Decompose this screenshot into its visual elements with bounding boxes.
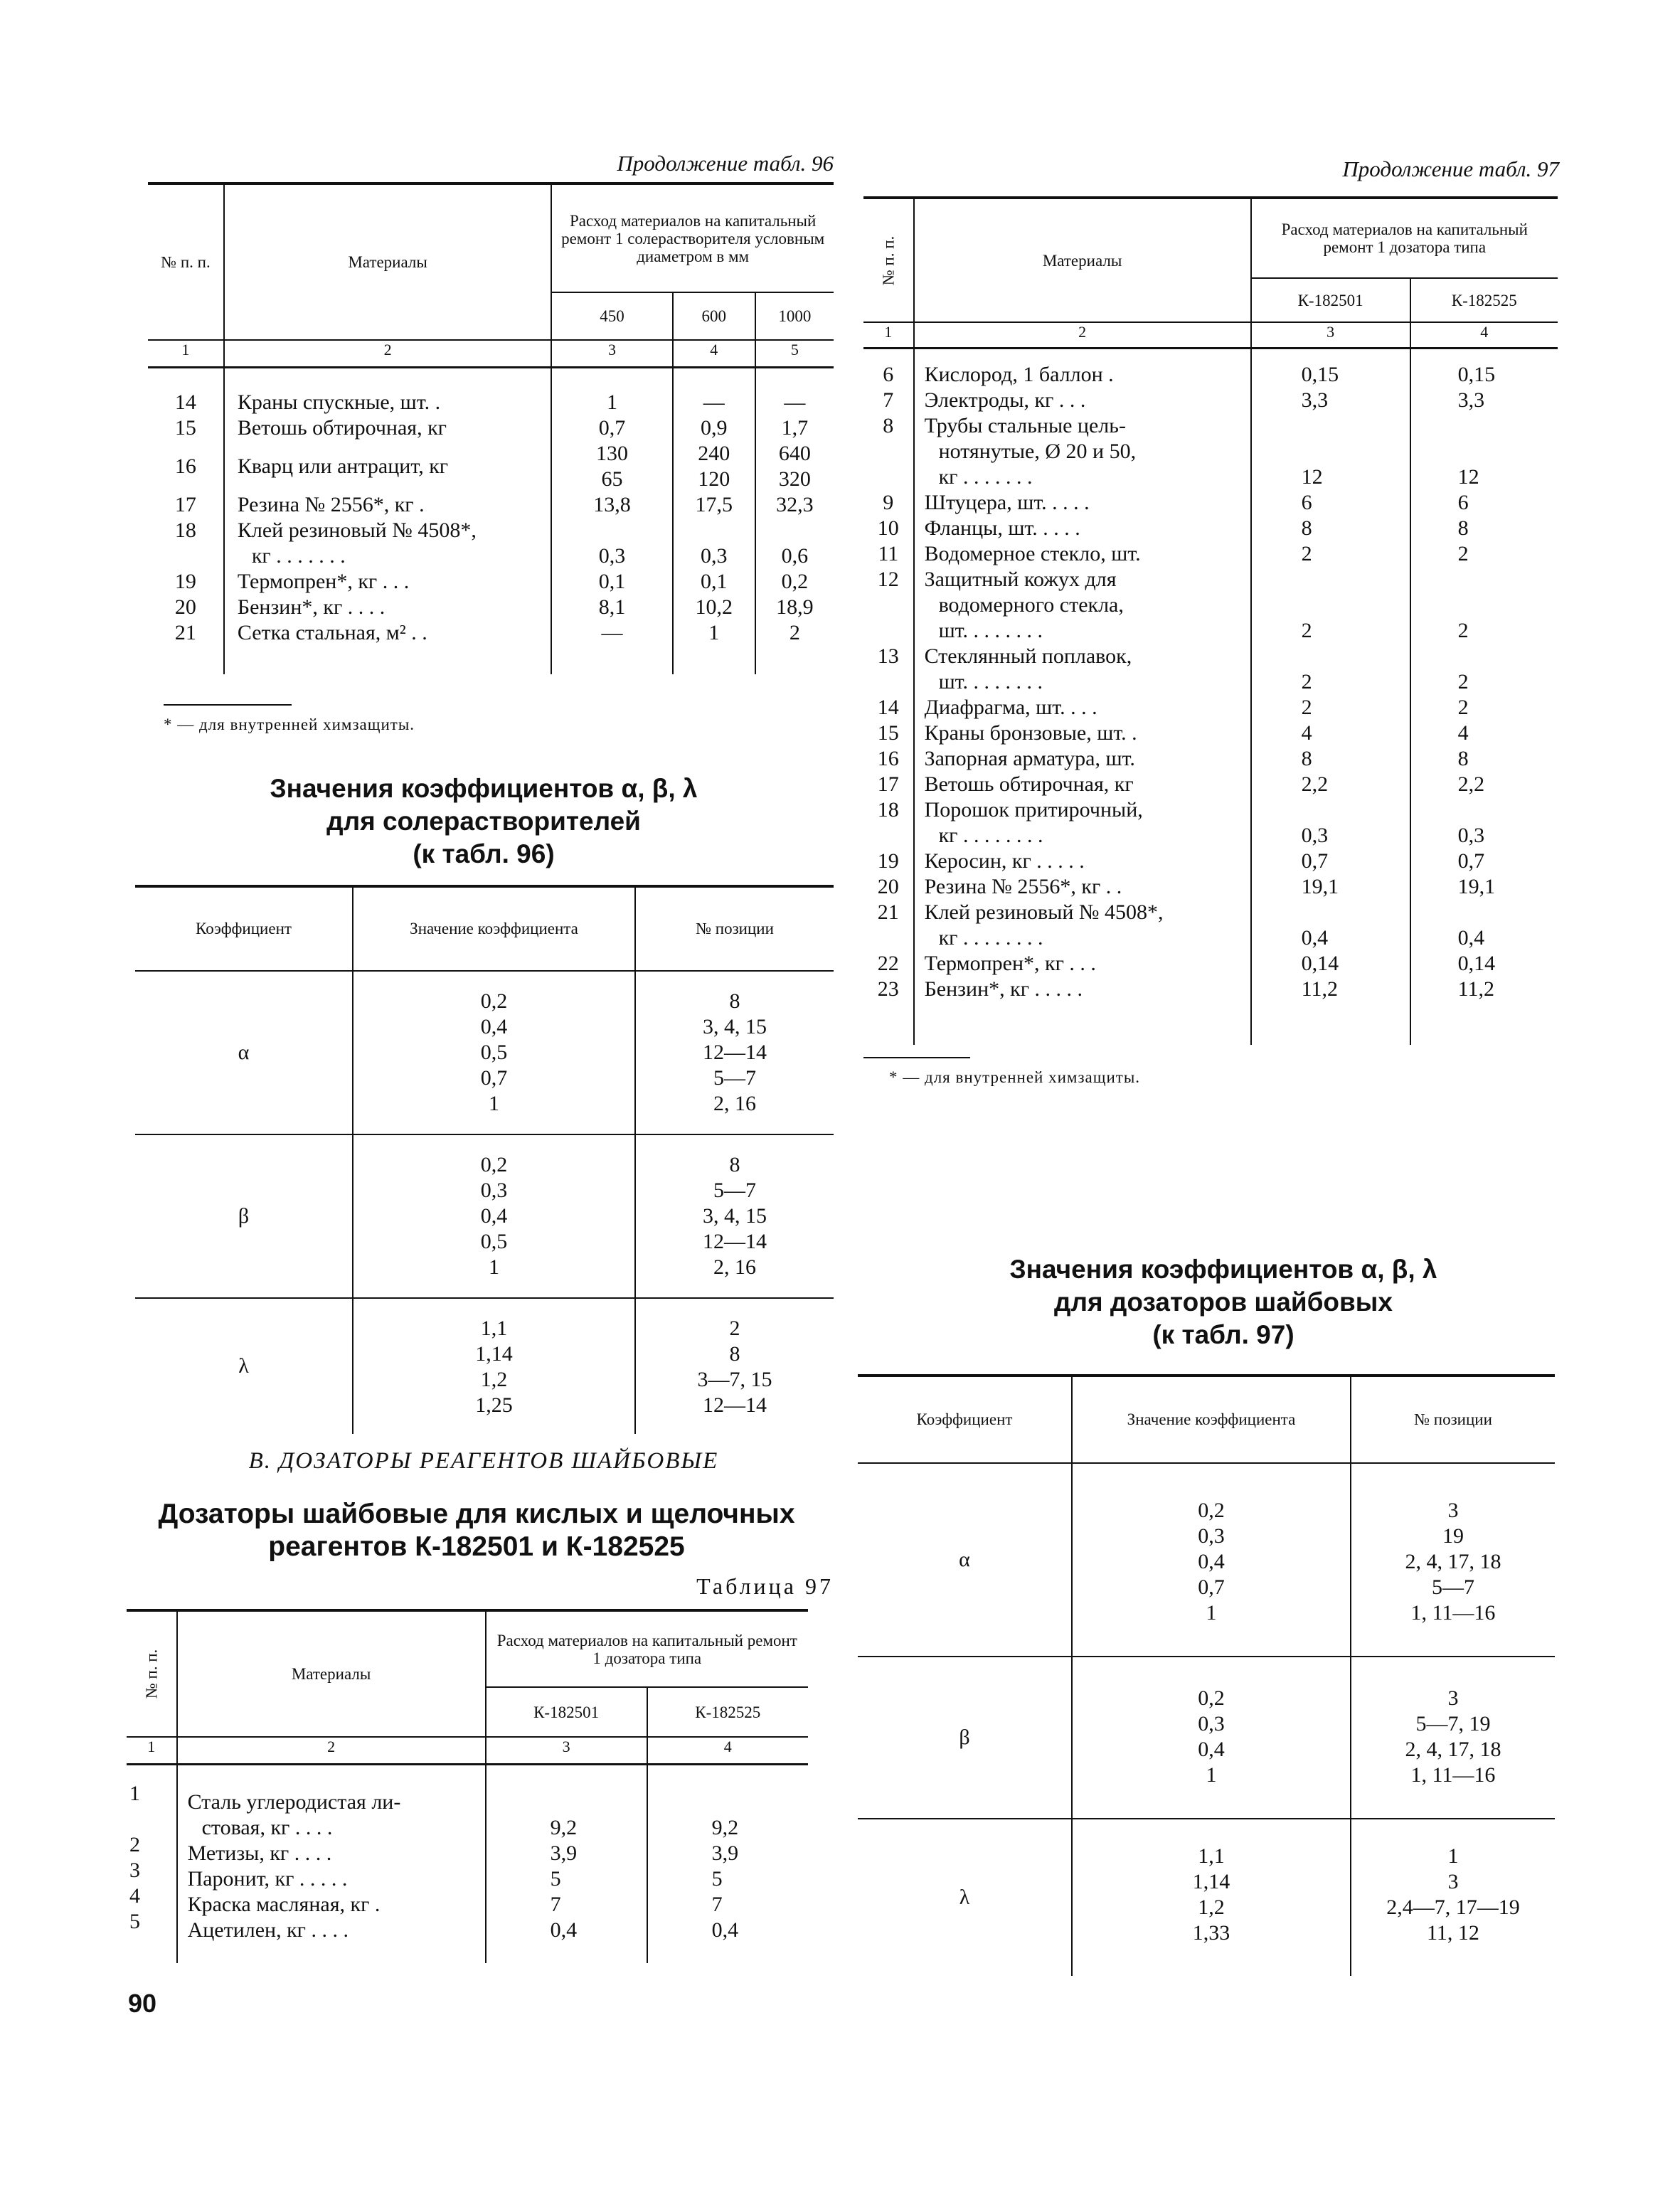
footnote-rule [164, 704, 292, 706]
t97c-header-k1: К-182501 [1251, 278, 1410, 322]
t97-header-materials: Материалы [177, 1610, 486, 1737]
coef96-beta-positions: 8 5—7 3, 4, 15 12—14 2, 16 [635, 1134, 834, 1298]
coef96-lambda-symbol: λ [238, 1354, 249, 1378]
coef96-beta-values: 0,2 0,3 0,4 0,5 1 [353, 1134, 635, 1298]
table-97-continued [863, 196, 1558, 1045]
t97-header-k1: К-182501 [486, 1687, 647, 1737]
t97c-col-index: 3 [1251, 322, 1410, 348]
t97c-col-index: 4 [1410, 322, 1558, 348]
t97c-header-k2: К-182525 [1410, 278, 1558, 322]
coef96-header-coef: Коэффициент [135, 886, 353, 971]
t97-col-index: 2 [177, 1737, 486, 1764]
table-97-title: Дозаторы шайбовые для кислых и щелочных реагентов К-182501 и К-182525 [158, 1499, 795, 1562]
coef96-alpha-positions: 8 3, 4, 15 12—14 5—7 2, 16 [635, 971, 834, 1134]
coef97-lambda-positions: 1 3 2,4—7, 17—19 11, 12 [1351, 1819, 1555, 1976]
t96-header-num: № п. п. [148, 184, 224, 340]
t96-header-d450: 450 [551, 292, 672, 340]
t96-header-d1000: 1000 [755, 292, 834, 340]
t97c-header-rate: Расход материалов на капитальный ремонт 1 дозатора типа [1251, 198, 1558, 278]
coef97-header-value: Значение коэффициента [1072, 1376, 1351, 1463]
coef97-title: Значения коэффициентов α, β, λ для дозаторов шайбовых (к табл. 97) [1009, 1255, 1437, 1349]
t96-header-rate: Расход материалов на капитальный ремонт 1 солерастворителя условным диаметром в мм [551, 184, 834, 292]
t96-footnote: * — для внутренней химзащиты. [164, 716, 415, 733]
table-96 [148, 182, 834, 674]
t97-header-k2: К-182525 [647, 1687, 808, 1737]
t97c-col-index: 2 [914, 322, 1251, 348]
coef96-header-value: Значение коэффициента [353, 886, 635, 971]
t96-col-index: 1 [148, 340, 224, 367]
t96-header-d600: 600 [673, 292, 755, 340]
t96-d1000-column: — 1,7 640 320 32,3 0,6 0,2 18,9 2 [755, 367, 834, 674]
t96-col-index: 2 [224, 340, 551, 367]
table-97-label: Таблица 97 [696, 1573, 834, 1599]
t97c-footnote: * — для внутренней химзащиты. [889, 1068, 1141, 1086]
t97c-col-index: 1 [863, 322, 914, 348]
coef97-beta-values: 0,2 0,3 0,4 1 [1072, 1657, 1351, 1819]
t97-col-index: 1 [127, 1737, 177, 1764]
t97c-k1-column: 0,15 3,3 12 6 8 2 2 2 2 4 8 2,2 0,3 0,7 19,1 0,4 0,14 11,2 [1251, 348, 1410, 1045]
t96-d600-column: — 0,9 240 120 17,5 0,3 0,1 10,2 1 [673, 367, 755, 674]
coef97-beta-symbol: β [858, 1657, 1072, 1819]
t97-header-rate: Расход материалов на капитальный ремонт 1 дозатора типа [486, 1610, 808, 1687]
t97c-header-materials: Материалы [914, 198, 1251, 322]
table-97-continuation-caption: Продолжение табл. 97 [1342, 156, 1559, 181]
footnote-rule [863, 1057, 970, 1058]
coef97-alpha-symbol: α [858, 1463, 1072, 1657]
coef96-alpha-symbol: α [135, 971, 353, 1134]
coef97-header-pos: № позиции [1351, 1376, 1555, 1463]
coef97-alpha-values: 0,2 0,3 0,4 0,7 1 [1072, 1463, 1351, 1657]
coef97-header-coef: Коэффициент [858, 1376, 1072, 1463]
t97-k1-column: 9,2 3,9 5 7 0,4 [486, 1764, 647, 1963]
t96-materials-column: Краны спускные, шт. . Ветошь обтирочная, кг Кварц или антрацит, кг Резина № 2556*, кг . Клей резиновый № 4508*, кг . . . . . . . Термопрен*, кг . . . Бензин*, кг . . . . Сетка стальная, м² . . [224, 367, 551, 674]
t96-d450-column: 1 0,7 130 65 13,8 0,3 0,1 8,1 — [551, 367, 672, 674]
coef96-header-pos: № позиции [635, 886, 834, 971]
t97-k2-column: 9,2 3,9 5 7 0,4 [647, 1764, 808, 1963]
coef97-alpha-positions: 3 19 2, 4, 17, 18 5—7 1, 11—16 [1351, 1463, 1555, 1657]
table-97 [127, 1609, 808, 1963]
t97-num-column: 1 2 3 4 5 [129, 1781, 140, 1933]
coef96-beta-symbol: β [135, 1134, 353, 1298]
table-96-continuation-caption: Продолжение табл. 96 [617, 151, 834, 176]
t97-col-index: 4 [647, 1737, 808, 1764]
coef97-beta-positions: 3 5—7, 19 2, 4, 17, 18 1, 11—16 [1351, 1657, 1555, 1819]
t96-col-index: 3 [551, 340, 672, 367]
t96-col-index: 5 [755, 340, 834, 367]
t97-col-index: 3 [486, 1737, 647, 1764]
t97c-k2-column: 0,15 3,3 12 6 8 2 2 2 2 4 8 2,2 0,3 0,7 19,1 0,4 0,14 11,2 [1410, 348, 1558, 1045]
coef96-alpha-values: 0,2 0,4 0,5 0,7 1 [353, 971, 635, 1134]
coef96-lambda-positions: 2 8 3—7, 15 12—14 [635, 1298, 834, 1434]
t97c-header-num: № п. п. [863, 198, 914, 322]
page-number: 90 [128, 1989, 157, 2018]
t96-header-materials: Материалы [224, 184, 551, 340]
coef97-lambda-values: 1,1 1,14 1,2 1,33 [1072, 1819, 1351, 1976]
t96-num-column: 14 15 16 17 18 19 20 21 [174, 390, 196, 644]
t97-materials-column: Сталь углеродистая ли- стовая, кг . . . . Метизы, кг . . . . Паронит, кг . . . . . Краска масляная, кг . Ацетилен, кг . . . . [177, 1764, 486, 1963]
coef96-title: Значения коэффициентов α, β, λ для солерастворителей (к табл. 96) [270, 774, 698, 868]
coef96-lambda-values: 1,1 1,14 1,2 1,25 [353, 1298, 635, 1434]
coef97-table [858, 1374, 1555, 1976]
t97-header-num: № п. п. [127, 1610, 177, 1737]
coef96-table [135, 885, 834, 1434]
section-v-heading: В. ДОЗАТОРЫ РЕАГЕНТОВ ШАЙБОВЫЕ [248, 1448, 719, 1474]
coef97-lambda-symbol: λ [959, 1886, 970, 1909]
t96-col-index: 4 [673, 340, 755, 367]
t97c-num-column: 6 7 8 9 10 11 12 13 14 15 16 17 18 19 20 21 22 23 [877, 362, 899, 1001]
t97c-materials-column: Кислород, 1 баллон . Электроды, кг . . . Трубы стальные цель- нотянутые, Ø 20 и 50, кг . . . . . . . Штуцера, шт. . . . . Фланцы, шт. . . . . Водомерное стекло, шт. Защитный кожух для водомерного стекла, шт. . . . . . . . Стеклянный поплавок, шт. . . . . . . . Диафрагма, шт. . . . Краны бронзовые, шт. . Запорная арматура, шт. Ветошь обтирочная, кг Порошок притирочный, кг . . . . . . . . Керосин, кг . . . . . Резина № 2556*, кг . . Клей резиновый № 4508*, кг . . . . . . . . Термопрен*, кг . . . Бензин*, кг . . . . . [914, 348, 1251, 1045]
